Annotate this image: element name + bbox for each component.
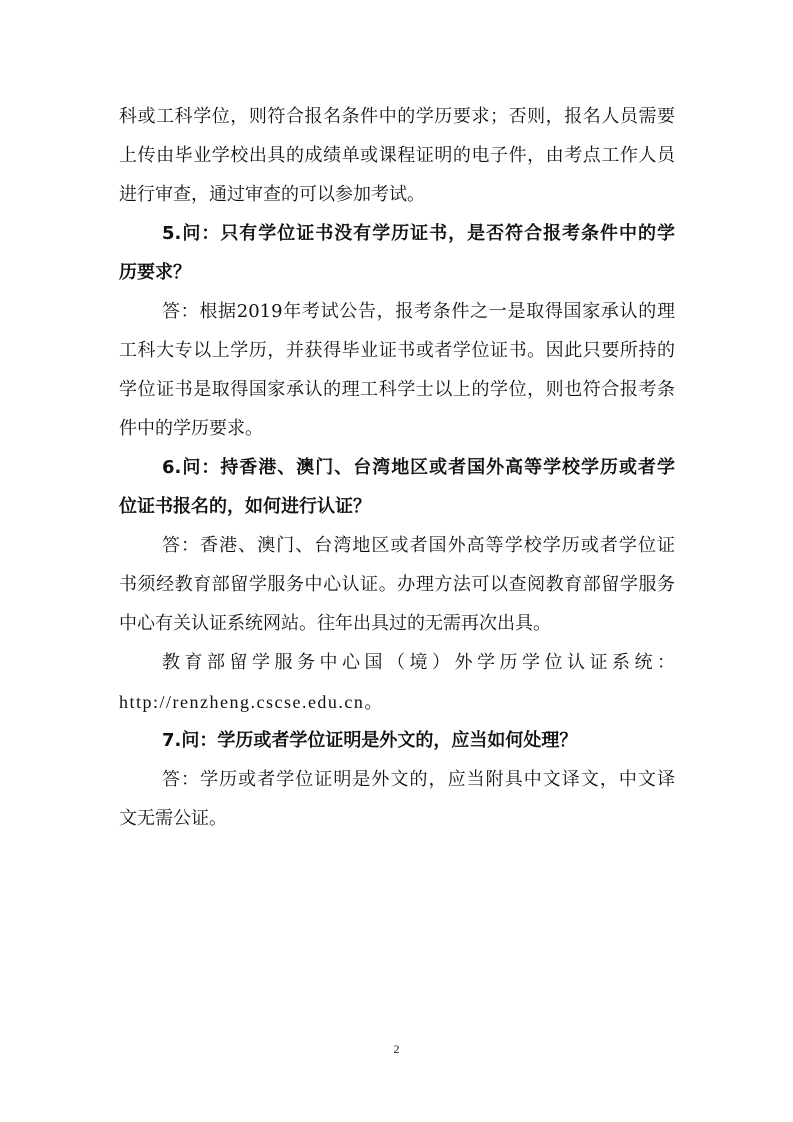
url-text: http://renzheng.cscse.edu.cn。 xyxy=(119,692,384,712)
answer-line: 件中的学历要求。 xyxy=(119,418,263,439)
answer-line: 答：学历或者学位证明是外文的，应当附具中文译文，中文译 xyxy=(162,769,675,790)
answer-line: 答：香港、澳门、台湾地区或者国外高等学校学历或者学位证 xyxy=(162,535,675,556)
paragraph-line: 上传由毕业学校出具的成绩单或课程证明的电子件，由考点工作人员 xyxy=(119,145,675,166)
page-number: 2 xyxy=(393,1042,400,1056)
answer-line: 答：根据2019年考试公告，报考条件之一是取得国家承认的理 xyxy=(162,301,675,322)
answer-line: 工科大专以上学历，并获得毕业证书或者学位证书。因此只要所持的 xyxy=(119,340,675,361)
answer-line: 教育部留学服务中心国（境）外学历学位认证系统： xyxy=(162,652,675,673)
answer-line: 学位证书是取得国家承认的理工科学士以上的学位，则也符合报考条 xyxy=(119,379,675,400)
answer-line: 文无需公证。 xyxy=(119,808,227,829)
question-heading: 历要求？ xyxy=(119,262,191,283)
question-heading: 5.问：只有学位证书没有学历证书，是否符合报考条件中的学 xyxy=(162,223,675,244)
question-heading: 位证书报名的，如何进行认证？ xyxy=(119,496,371,517)
question-heading: 7.问：学历或者学位证明是外文的，应当如何处理？ xyxy=(162,730,578,751)
paragraph-line: 科或工科学位，则符合报名条件中的学历要求；否则，报名人员需要 xyxy=(119,106,675,127)
answer-line: 中心有关认证系统网站。往年出具过的无需再次出具。 xyxy=(119,613,551,634)
answer-line: 书须经教育部留学服务中心认证。办理方法可以查阅教育部留学服务 xyxy=(119,574,675,595)
paragraph-line: 进行审查，通过审查的可以参加考试。 xyxy=(119,184,425,205)
question-heading: 6.问：持香港、澳门、台湾地区或者国外高等学校学历或者学 xyxy=(162,457,675,478)
